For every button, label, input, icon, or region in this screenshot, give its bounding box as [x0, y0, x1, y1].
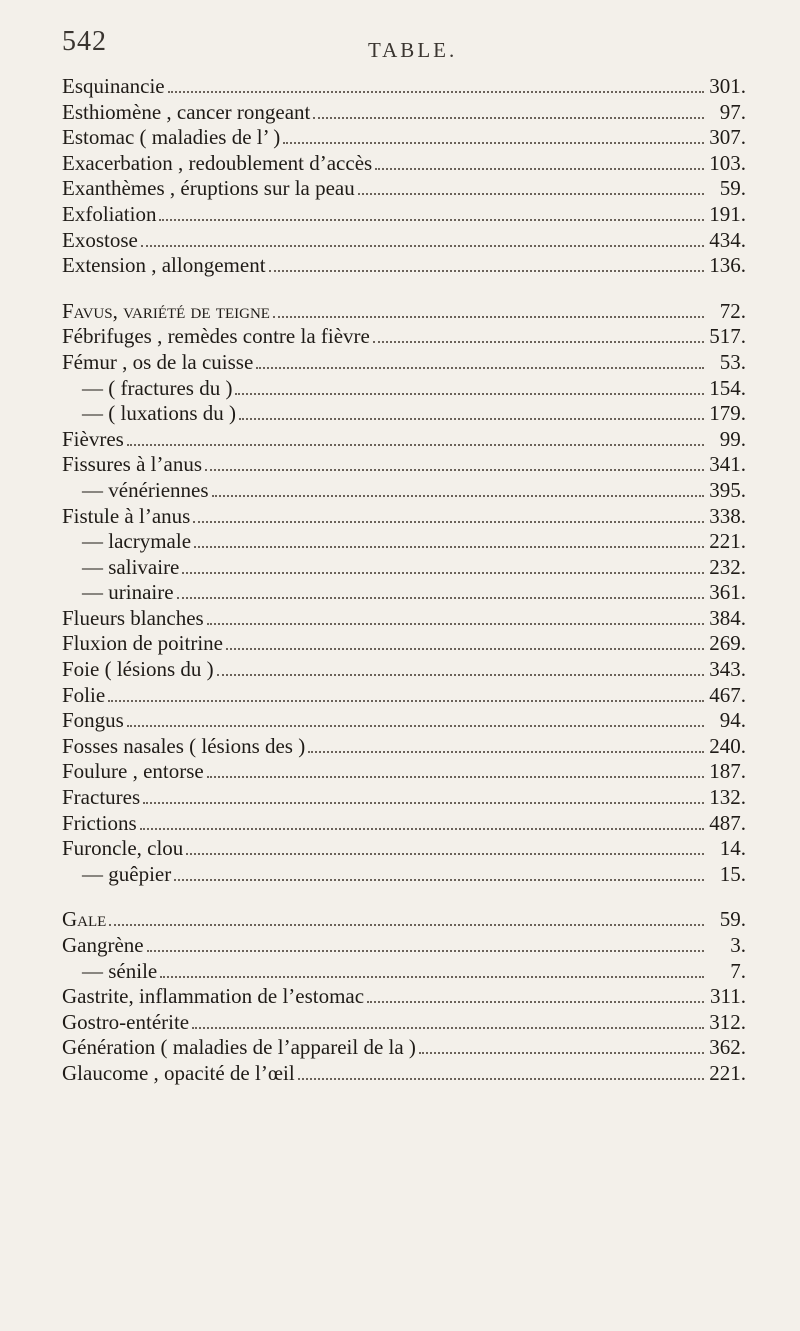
- entry-term: Fissures à l’anus: [62, 452, 202, 477]
- dot-leader: [212, 495, 704, 497]
- entry-page-number: 99.: [719, 426, 746, 451]
- index-entry: [62, 176, 746, 202]
- dot-leader: [192, 1027, 704, 1029]
- entry-page-number: 179.: [709, 401, 746, 426]
- entry-page-number: 467.: [709, 682, 746, 707]
- dot-leader: [313, 117, 704, 119]
- entry-term: Fongus: [62, 708, 124, 733]
- dot-leader: [235, 393, 704, 395]
- dot-leader: [298, 1078, 704, 1080]
- index-entry: [62, 100, 746, 126]
- index-entry: [62, 427, 746, 453]
- index-entry: [62, 478, 746, 504]
- index-entry: [62, 151, 746, 177]
- index-entry: [62, 74, 746, 100]
- entry-page-number: 307.: [709, 125, 746, 150]
- index-entry: [62, 708, 746, 734]
- entry-page-number: 59.: [719, 176, 746, 201]
- entry-term: Flueurs blanches: [62, 605, 204, 630]
- entry-term: Foulure , entorse: [62, 759, 204, 784]
- index-section: [62, 299, 746, 888]
- entry-term: Fractures: [62, 785, 141, 810]
- index-entry: [62, 401, 746, 427]
- entry-term: Gastrite, inflammation de l’estomac: [62, 984, 365, 1009]
- entry-page-number: 301.: [709, 74, 746, 98]
- index-section: [62, 74, 746, 279]
- entry-page-number: 72.: [719, 298, 746, 323]
- entry-term: Fébrifuges , remèdes contre la fièvre: [62, 324, 370, 349]
- dot-leader: [205, 469, 704, 471]
- index-entry: [62, 125, 746, 151]
- dot-leader: [256, 367, 704, 369]
- index-entry: [62, 452, 746, 478]
- index-entry: [62, 299, 746, 325]
- dot-leader: [177, 597, 704, 599]
- dot-leader: [273, 316, 704, 318]
- entry-term: Esthiomène , cancer rongeant: [62, 99, 311, 124]
- entry-page-number: 384.: [709, 605, 746, 630]
- entry-term: Génération ( maladies de l’appareil de la ): [62, 1035, 416, 1060]
- entry-term: Exacerbation , redoublement d’accès: [62, 150, 373, 175]
- entry-page-number: 132.: [709, 785, 746, 810]
- entry-page-number: 240.: [709, 733, 746, 758]
- index-entry: [62, 811, 746, 837]
- index-entry: [62, 504, 746, 530]
- entry-page-number: 191.: [709, 201, 746, 226]
- index-entry: [62, 657, 746, 683]
- entry-term: Fistule à l’anus: [62, 503, 191, 528]
- dot-leader: [207, 623, 704, 625]
- entry-term: — vénériennes: [82, 477, 209, 502]
- index-entry: [62, 324, 746, 350]
- dot-leader: [186, 853, 704, 855]
- entry-term: — ( fractures du ): [82, 375, 233, 400]
- entry-term: Esquinancie: [62, 74, 165, 98]
- running-head: TABLE.: [368, 38, 458, 62]
- dot-leader: [159, 219, 704, 221]
- entry-page-number: 53.: [719, 349, 746, 374]
- dot-leader: [143, 802, 704, 804]
- entry-page-number: 343.: [709, 657, 746, 682]
- entry-term: — salivaire: [82, 554, 180, 579]
- entry-term: Folie: [62, 682, 106, 707]
- entry-term: Estomac ( maladies de l’ ): [62, 125, 281, 150]
- entry-term: Fémur , os de la cuisse: [62, 349, 254, 374]
- index-entry: [62, 759, 746, 785]
- entry-term: — lacrymale: [82, 529, 192, 554]
- index-entry: [62, 907, 746, 933]
- page-header: [0, 26, 800, 76]
- dot-leader: [127, 725, 704, 727]
- dot-leader: [141, 245, 704, 247]
- index-list: [62, 74, 746, 1087]
- dot-leader: [168, 91, 704, 93]
- index-entry: [62, 253, 746, 279]
- entry-page-number: 341.: [709, 452, 746, 477]
- entry-page-number: 14.: [719, 836, 746, 861]
- entry-page-number: 395.: [709, 477, 746, 502]
- entry-term: — guêpier: [82, 861, 172, 886]
- dot-leader: [193, 521, 704, 523]
- entry-term: — ( luxations du ): [82, 401, 236, 426]
- index-entry: [62, 959, 746, 985]
- index-entry: [62, 984, 746, 1010]
- index-entry: [62, 933, 746, 959]
- entry-term: Glaucome , opacité de l’œil: [62, 1060, 295, 1085]
- dot-leader: [269, 270, 704, 272]
- entry-page-number: 136.: [709, 253, 746, 278]
- entry-page-number: 3.: [730, 933, 746, 957]
- entry-term: Fosses nasales ( lésions des ): [62, 733, 306, 758]
- entry-page-number: 312.: [709, 1009, 746, 1034]
- entry-term: Gale: [62, 907, 107, 932]
- entry-page-number: 59.: [719, 907, 746, 932]
- entry-term: — urinaire: [82, 580, 174, 605]
- dot-leader: [367, 1001, 704, 1003]
- entry-page-number: 487.: [709, 810, 746, 835]
- dot-leader: [217, 674, 704, 676]
- index-entry: [62, 862, 746, 888]
- entry-page-number: 15.: [719, 861, 746, 886]
- dot-leader: [174, 879, 704, 881]
- index-entry: [62, 1010, 746, 1036]
- entry-term: Fièvres: [62, 426, 124, 451]
- dot-leader: [375, 168, 704, 170]
- entry-term: Gostro-entérite: [62, 1009, 190, 1034]
- dot-leader: [358, 193, 704, 195]
- entry-term: Extension , allongement: [62, 253, 266, 278]
- page-number: 542: [62, 26, 107, 57]
- entry-page-number: 517.: [709, 324, 746, 349]
- entry-page-number: 94.: [719, 708, 746, 733]
- entry-page-number: 221.: [709, 529, 746, 554]
- entry-page-number: 361.: [709, 580, 746, 605]
- index-entry: [62, 785, 746, 811]
- entry-page-number: 97.: [719, 99, 746, 124]
- entry-page-number: 232.: [709, 554, 746, 579]
- dot-leader: [127, 444, 704, 446]
- dot-leader: [308, 751, 704, 753]
- entry-page-number: 311.: [710, 984, 746, 1009]
- index-entry: [62, 228, 746, 254]
- index-entry: [62, 1035, 746, 1061]
- index-section: [62, 907, 746, 1086]
- index-entry: [62, 836, 746, 862]
- dot-leader: [239, 418, 704, 420]
- dot-leader: [419, 1052, 704, 1054]
- dot-leader: [108, 700, 704, 702]
- dot-leader: [109, 924, 704, 926]
- entry-term: Exfoliation: [62, 201, 157, 226]
- index-entry: [62, 580, 746, 606]
- dot-leader: [160, 976, 704, 978]
- entry-page-number: 7.: [730, 958, 746, 983]
- dot-leader: [283, 142, 704, 144]
- entry-term: Gangrène: [62, 933, 144, 957]
- entry-term: — sénile: [82, 958, 158, 983]
- dot-leader: [182, 572, 704, 574]
- index-entry: [62, 683, 746, 709]
- entry-term: Frictions: [62, 810, 137, 835]
- entry-term: Fluxion de poitrine: [62, 631, 223, 656]
- entry-term: Exostose: [62, 227, 138, 252]
- index-entry: [62, 529, 746, 555]
- index-entry: [62, 1061, 746, 1087]
- entry-term: Furoncle, clou: [62, 836, 184, 861]
- dot-leader: [140, 828, 704, 830]
- entry-page-number: 221.: [709, 1060, 746, 1085]
- entry-page-number: 269.: [709, 631, 746, 656]
- index-entry: [62, 350, 746, 376]
- dot-leader: [147, 950, 704, 952]
- entry-page-number: 338.: [709, 503, 746, 528]
- dot-leader: [226, 648, 704, 650]
- index-entry: [62, 202, 746, 228]
- entry-term: Favus, variété de teigne: [62, 298, 270, 323]
- index-entry: [62, 734, 746, 760]
- index-entry: [62, 376, 746, 402]
- entry-term: Exanthèmes , éruptions sur la peau: [62, 176, 355, 201]
- dot-leader: [207, 776, 704, 778]
- entry-page-number: 434.: [709, 227, 746, 252]
- entry-term: Foie ( lésions du ): [62, 657, 214, 682]
- index-entry: [62, 631, 746, 657]
- dot-leader: [373, 341, 704, 343]
- entry-page-number: 154.: [709, 375, 746, 400]
- index-entry: [62, 555, 746, 581]
- index-entry: [62, 606, 746, 632]
- entry-page-number: 362.: [709, 1035, 746, 1060]
- entry-page-number: 187.: [709, 759, 746, 784]
- entry-page-number: 103.: [709, 150, 746, 175]
- dot-leader: [194, 546, 704, 548]
